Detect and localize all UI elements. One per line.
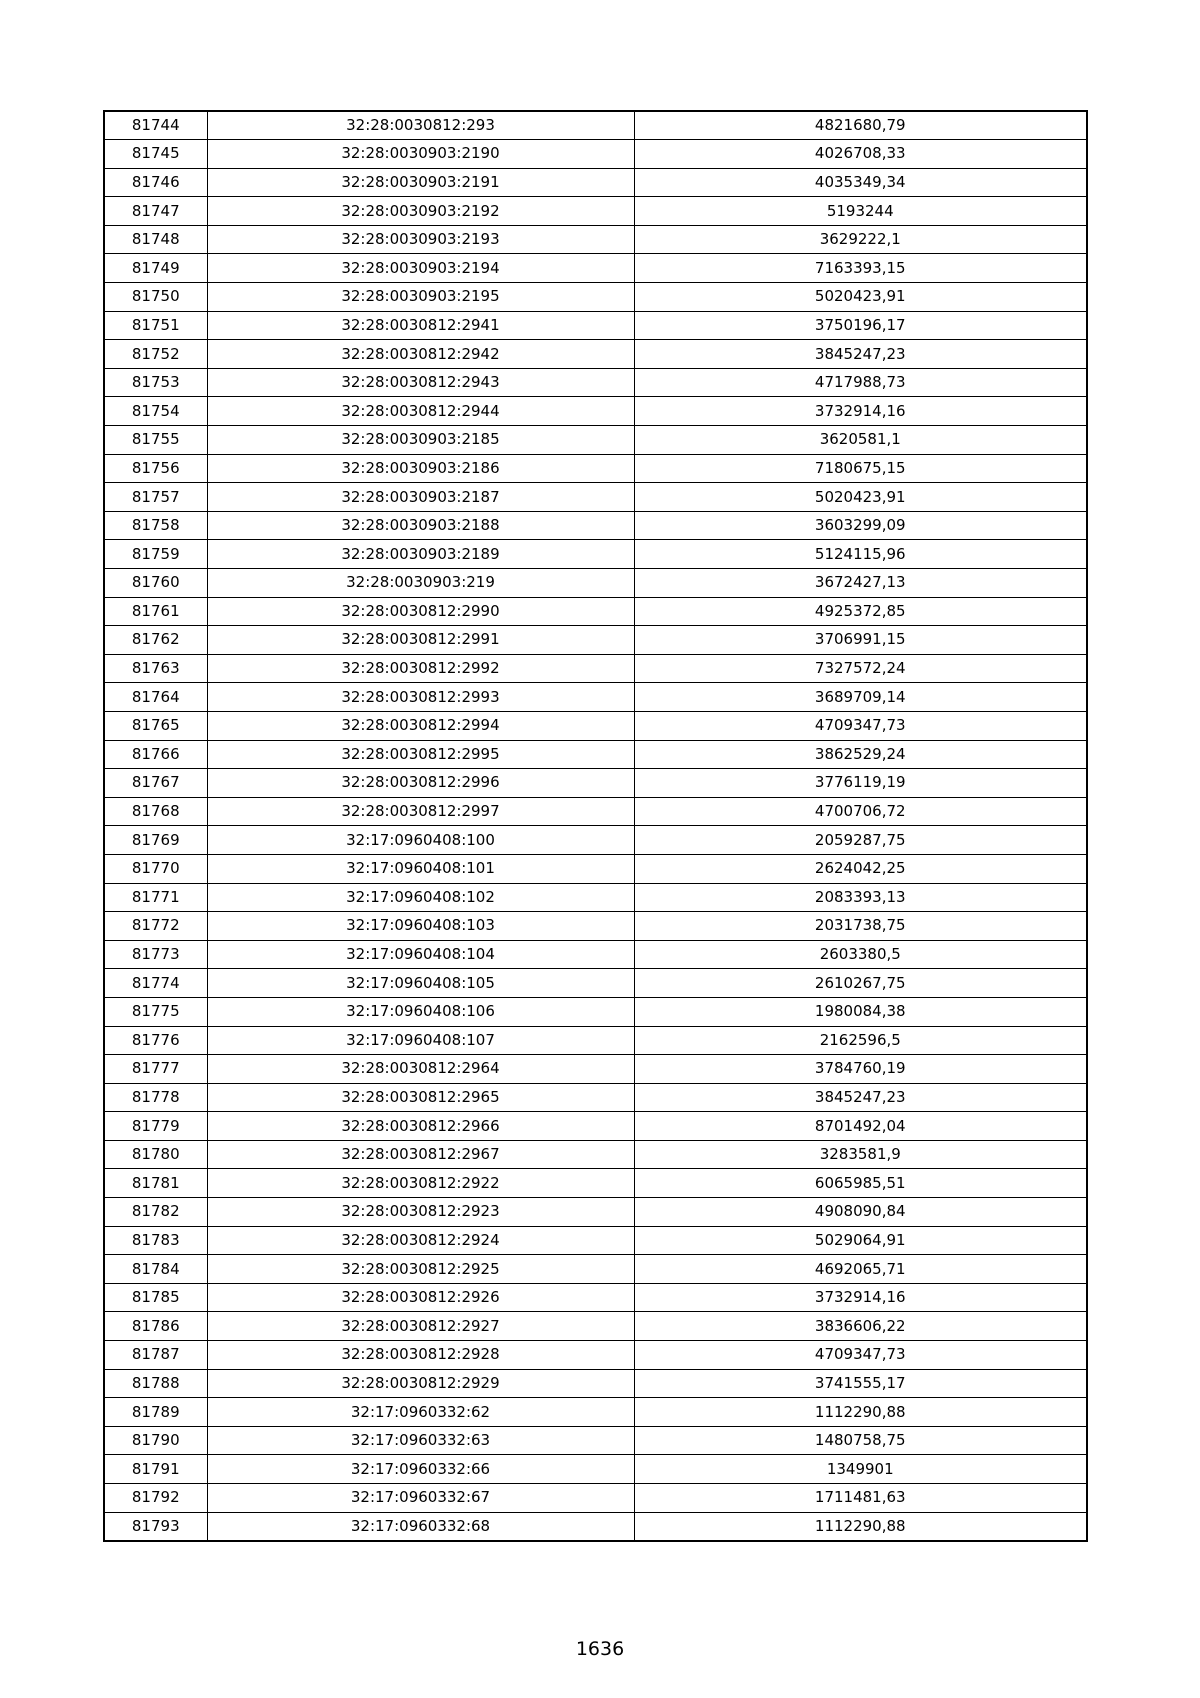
row-number-cell: 81772	[104, 912, 207, 941]
cadastral-number-cell: 32:28:0030903:2191	[207, 168, 634, 197]
table-row	[104, 540, 1087, 569]
row-number-cell: 81747	[104, 197, 207, 226]
value-cell: 7327572,24	[634, 654, 1087, 683]
row-number-cell: 81780	[104, 1140, 207, 1169]
value-cell: 1711481,63	[634, 1484, 1087, 1513]
table-row	[104, 883, 1087, 912]
value-cell: 3836606,22	[634, 1312, 1087, 1341]
table-row	[104, 1398, 1087, 1427]
table-row	[104, 511, 1087, 540]
value-cell: 2083393,13	[634, 883, 1087, 912]
cadastral-number-cell: 32:28:0030812:2995	[207, 740, 634, 769]
value-cell: 5193244	[634, 197, 1087, 226]
row-number-cell: 81765	[104, 711, 207, 740]
row-number-cell: 81748	[104, 225, 207, 254]
value-cell: 4925372,85	[634, 597, 1087, 626]
table-row	[104, 483, 1087, 512]
cadastral-number-cell: 32:28:0030812:2965	[207, 1083, 634, 1112]
table-row	[104, 1026, 1087, 1055]
row-number-cell: 81791	[104, 1455, 207, 1484]
table-row	[104, 1255, 1087, 1284]
cadastral-number-cell: 32:28:0030812:2993	[207, 683, 634, 712]
value-cell: 4035349,34	[634, 168, 1087, 197]
cadastral-number-cell: 32:28:0030812:2928	[207, 1341, 634, 1370]
row-number-cell: 81760	[104, 569, 207, 598]
table-row	[104, 711, 1087, 740]
value-cell: 3603299,09	[634, 511, 1087, 540]
table-row	[104, 111, 1087, 140]
cadastral-number-cell: 32:17:0960408:102	[207, 883, 634, 912]
cadastral-number-cell: 32:28:0030812:2922	[207, 1169, 634, 1198]
cadastral-number-cell: 32:28:0030903:2193	[207, 225, 634, 254]
row-number-cell: 81782	[104, 1198, 207, 1227]
table-row	[104, 1226, 1087, 1255]
value-cell: 3732914,16	[634, 397, 1087, 426]
cadastral-number-cell: 32:28:0030903:2185	[207, 426, 634, 455]
table-row	[104, 140, 1087, 169]
value-cell: 2603380,5	[634, 940, 1087, 969]
cadastral-number-cell: 32:28:0030812:2994	[207, 711, 634, 740]
value-cell: 2624042,25	[634, 854, 1087, 883]
table-row	[104, 368, 1087, 397]
row-number-cell: 81768	[104, 797, 207, 826]
row-number-cell: 81775	[104, 997, 207, 1026]
cadastral-number-cell: 32:28:0030903:2186	[207, 454, 634, 483]
value-cell: 3776119,19	[634, 769, 1087, 798]
registry-table-body	[104, 111, 1087, 1541]
value-cell: 3862529,24	[634, 740, 1087, 769]
table-row	[104, 626, 1087, 655]
value-cell: 2059287,75	[634, 826, 1087, 855]
table-row	[104, 912, 1087, 941]
table-row	[104, 769, 1087, 798]
cadastral-number-cell: 32:17:0960408:100	[207, 826, 634, 855]
row-number-cell: 81759	[104, 540, 207, 569]
cadastral-number-cell: 32:28:0030812:2964	[207, 1055, 634, 1084]
table-row	[104, 654, 1087, 683]
value-cell: 4692065,71	[634, 1255, 1087, 1284]
value-cell: 5124115,96	[634, 540, 1087, 569]
cadastral-number-cell: 32:28:0030812:2923	[207, 1198, 634, 1227]
row-number-cell: 81766	[104, 740, 207, 769]
table-row	[104, 740, 1087, 769]
row-number-cell: 81783	[104, 1226, 207, 1255]
value-cell: 3845247,23	[634, 1083, 1087, 1112]
value-cell: 4700706,72	[634, 797, 1087, 826]
value-cell: 3629222,1	[634, 225, 1087, 254]
value-cell: 1980084,38	[634, 997, 1087, 1026]
value-cell: 3750196,17	[634, 311, 1087, 340]
table-row	[104, 454, 1087, 483]
table-row	[104, 1112, 1087, 1141]
cadastral-number-cell: 32:28:0030812:2941	[207, 311, 634, 340]
table-row	[104, 683, 1087, 712]
row-number-cell: 81745	[104, 140, 207, 169]
row-number-cell: 81764	[104, 683, 207, 712]
row-number-cell: 81763	[104, 654, 207, 683]
value-cell: 4908090,84	[634, 1198, 1087, 1227]
table-row	[104, 997, 1087, 1026]
table-row	[104, 1484, 1087, 1513]
cadastral-number-cell: 32:28:0030812:2992	[207, 654, 634, 683]
row-number-cell: 81754	[104, 397, 207, 426]
value-cell: 8701492,04	[634, 1112, 1087, 1141]
value-cell: 3706991,15	[634, 626, 1087, 655]
table-row	[104, 569, 1087, 598]
row-number-cell: 81770	[104, 854, 207, 883]
value-cell: 3741555,17	[634, 1369, 1087, 1398]
table-row	[104, 1312, 1087, 1341]
table-row	[104, 1512, 1087, 1541]
table-row	[104, 969, 1087, 998]
value-cell: 1349901	[634, 1455, 1087, 1484]
value-cell: 7180675,15	[634, 454, 1087, 483]
cadastral-number-cell: 32:28:0030903:2190	[207, 140, 634, 169]
row-number-cell: 81755	[104, 426, 207, 455]
value-cell: 1480758,75	[634, 1426, 1087, 1455]
row-number-cell: 81756	[104, 454, 207, 483]
row-number-cell: 81767	[104, 769, 207, 798]
table-row	[104, 1341, 1087, 1370]
value-cell: 3283581,9	[634, 1140, 1087, 1169]
row-number-cell: 81753	[104, 368, 207, 397]
cadastral-number-cell: 32:28:0030812:2924	[207, 1226, 634, 1255]
cadastral-number-cell: 32:28:0030812:2927	[207, 1312, 634, 1341]
row-number-cell: 81749	[104, 254, 207, 283]
cadastral-number-cell: 32:28:0030903:2194	[207, 254, 634, 283]
row-number-cell: 81751	[104, 311, 207, 340]
cadastral-number-cell: 32:17:0960408:106	[207, 997, 634, 1026]
table-row	[104, 1055, 1087, 1084]
row-number-cell: 81778	[104, 1083, 207, 1112]
registry-table	[103, 110, 1088, 1542]
cadastral-number-cell: 32:28:0030903:2192	[207, 197, 634, 226]
value-cell: 2610267,75	[634, 969, 1087, 998]
table-row	[104, 1140, 1087, 1169]
row-number-cell: 81752	[104, 340, 207, 369]
value-cell: 7163393,15	[634, 254, 1087, 283]
cadastral-number-cell: 32:28:0030812:2966	[207, 1112, 634, 1141]
value-cell: 4709347,73	[634, 711, 1087, 740]
table-row	[104, 940, 1087, 969]
row-number-cell: 81788	[104, 1369, 207, 1398]
row-number-cell: 81776	[104, 1026, 207, 1055]
cadastral-number-cell: 32:28:0030812:2944	[207, 397, 634, 426]
table-row	[104, 1369, 1087, 1398]
row-number-cell: 81773	[104, 940, 207, 969]
value-cell: 3784760,19	[634, 1055, 1087, 1084]
table-row	[104, 1426, 1087, 1455]
cadastral-number-cell: 32:17:0960332:68	[207, 1512, 634, 1541]
cadastral-number-cell: 32:28:0030812:2991	[207, 626, 634, 655]
cadastral-number-cell: 32:17:0960408:103	[207, 912, 634, 941]
cadastral-number-cell: 32:28:0030812:2925	[207, 1255, 634, 1284]
cadastral-number-cell: 32:28:0030812:2929	[207, 1369, 634, 1398]
value-cell: 3620581,1	[634, 426, 1087, 455]
value-cell: 2031738,75	[634, 912, 1087, 941]
table-row	[104, 797, 1087, 826]
table-row	[104, 197, 1087, 226]
cadastral-number-cell: 32:17:0960408:105	[207, 969, 634, 998]
table-row	[104, 1169, 1087, 1198]
cadastral-number-cell: 32:28:0030812:2926	[207, 1283, 634, 1312]
value-cell: 4717988,73	[634, 368, 1087, 397]
table-row	[104, 826, 1087, 855]
cadastral-number-cell: 32:28:0030812:2996	[207, 769, 634, 798]
table-row	[104, 426, 1087, 455]
cadastral-number-cell: 32:17:0960332:63	[207, 1426, 634, 1455]
cadastral-number-cell: 32:17:0960408:101	[207, 854, 634, 883]
value-cell: 4821680,79	[634, 111, 1087, 140]
value-cell: 4026708,33	[634, 140, 1087, 169]
table-row	[104, 1083, 1087, 1112]
table-row	[104, 225, 1087, 254]
row-number-cell: 81769	[104, 826, 207, 855]
row-number-cell: 81790	[104, 1426, 207, 1455]
table-row	[104, 397, 1087, 426]
row-number-cell: 81761	[104, 597, 207, 626]
value-cell: 5020423,91	[634, 283, 1087, 312]
row-number-cell: 81786	[104, 1312, 207, 1341]
cadastral-number-cell: 32:28:0030812:293	[207, 111, 634, 140]
table-row	[104, 168, 1087, 197]
value-cell: 3689709,14	[634, 683, 1087, 712]
value-cell: 1112290,88	[634, 1512, 1087, 1541]
cadastral-number-cell: 32:17:0960332:67	[207, 1484, 634, 1513]
cadastral-number-cell: 32:28:0030903:2188	[207, 511, 634, 540]
value-cell: 3845247,23	[634, 340, 1087, 369]
value-cell: 4709347,73	[634, 1341, 1087, 1370]
row-number-cell: 81781	[104, 1169, 207, 1198]
cadastral-number-cell: 32:17:0960408:104	[207, 940, 634, 969]
row-number-cell: 81785	[104, 1283, 207, 1312]
row-number-cell: 81750	[104, 283, 207, 312]
value-cell: 3732914,16	[634, 1283, 1087, 1312]
table-row	[104, 283, 1087, 312]
value-cell: 3672427,13	[634, 569, 1087, 598]
row-number-cell: 81777	[104, 1055, 207, 1084]
cadastral-number-cell: 32:17:0960408:107	[207, 1026, 634, 1055]
row-number-cell: 81774	[104, 969, 207, 998]
row-number-cell: 81792	[104, 1484, 207, 1513]
cadastral-number-cell: 32:28:0030812:2990	[207, 597, 634, 626]
cadastral-number-cell: 32:28:0030812:2967	[207, 1140, 634, 1169]
table-row	[104, 597, 1087, 626]
row-number-cell: 81779	[104, 1112, 207, 1141]
table-row	[104, 311, 1087, 340]
row-number-cell: 81744	[104, 111, 207, 140]
value-cell: 2162596,5	[634, 1026, 1087, 1055]
table-row	[104, 1283, 1087, 1312]
row-number-cell: 81789	[104, 1398, 207, 1427]
cadastral-number-cell: 32:28:0030903:219	[207, 569, 634, 598]
cadastral-number-cell: 32:17:0960332:66	[207, 1455, 634, 1484]
value-cell: 1112290,88	[634, 1398, 1087, 1427]
table-row	[104, 854, 1087, 883]
table-row	[104, 340, 1087, 369]
table-row	[104, 254, 1087, 283]
page-number: 1636	[575, 1638, 625, 1660]
cadastral-number-cell: 32:28:0030903:2187	[207, 483, 634, 512]
cadastral-number-cell: 32:17:0960332:62	[207, 1398, 634, 1427]
row-number-cell: 81793	[104, 1512, 207, 1541]
row-number-cell: 81758	[104, 511, 207, 540]
row-number-cell: 81746	[104, 168, 207, 197]
table-row	[104, 1455, 1087, 1484]
row-number-cell: 81757	[104, 483, 207, 512]
row-number-cell: 81771	[104, 883, 207, 912]
value-cell: 6065985,51	[634, 1169, 1087, 1198]
row-number-cell: 81787	[104, 1341, 207, 1370]
cadastral-number-cell: 32:28:0030812:2943	[207, 368, 634, 397]
row-number-cell: 81784	[104, 1255, 207, 1284]
table-row	[104, 1198, 1087, 1227]
value-cell: 5020423,91	[634, 483, 1087, 512]
cadastral-number-cell: 32:28:0030903:2189	[207, 540, 634, 569]
cadastral-number-cell: 32:28:0030903:2195	[207, 283, 634, 312]
cadastral-number-cell: 32:28:0030812:2942	[207, 340, 634, 369]
cadastral-number-cell: 32:28:0030812:2997	[207, 797, 634, 826]
value-cell: 5029064,91	[634, 1226, 1087, 1255]
row-number-cell: 81762	[104, 626, 207, 655]
